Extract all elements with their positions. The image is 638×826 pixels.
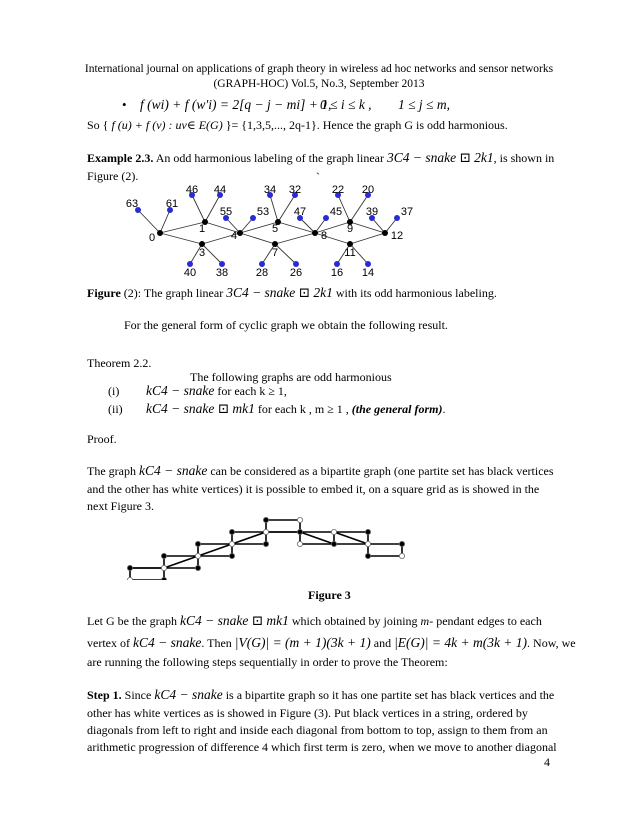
pendant-edge <box>270 195 278 222</box>
snake-vertex <box>382 230 388 236</box>
figure2-caption-graph: 3C4 − snake ⊡ 2k1 <box>226 285 333 300</box>
pendant-label: 14 <box>361 267 375 279</box>
grid-edge <box>198 544 232 556</box>
vertex-label: 9 <box>346 223 354 235</box>
figure2-graph <box>110 182 530 282</box>
para1-line1 <box>87 462 552 480</box>
step1-line3: diagonals from left to right and inside each diagonal from bottom to top, assign to them from an <box>87 723 548 737</box>
so-prefix: So { <box>87 118 109 132</box>
figure2-caption-end: with its odd harmonious labeling. <box>335 286 497 300</box>
white-vertex <box>195 553 200 558</box>
step1-graph: kC4 − snake <box>154 687 223 702</box>
para2-line2-text3: . Now, we <box>527 636 576 650</box>
grid-edge <box>232 532 266 544</box>
pendant-vertex <box>394 215 400 221</box>
para1-text2: can be considered as a bipartite graph (one partite set has black vertices <box>210 464 554 478</box>
grid-edge <box>164 556 198 568</box>
black-vertex <box>229 553 234 558</box>
stray-mark: ` <box>316 170 320 184</box>
cycle-edge <box>240 233 275 244</box>
page-number: 4 <box>544 755 550 769</box>
grid-edge <box>334 532 368 544</box>
black-vertex <box>161 553 166 558</box>
step1-text2: is a bipartite graph so it has one partite set has black vertices and the <box>225 688 555 702</box>
theorem-item1-num: (i) <box>108 384 120 398</box>
figure2-caption-text: (2): The graph linear <box>123 286 224 300</box>
snake-vertex <box>157 230 163 236</box>
pendant-label: 40 <box>183 267 197 279</box>
pendant-label: 45 <box>329 206 343 218</box>
pendant-edge <box>160 210 170 233</box>
step1-line2: other has white vertices as is showed in Figure (3). Put black vertices in a string, ordered by <box>87 706 528 720</box>
para1-line3: next Figure 3. <box>87 499 154 513</box>
example-label: Example 2.3. <box>87 151 154 165</box>
white-vertex <box>365 541 370 546</box>
figure3-caption <box>308 586 351 604</box>
bullet-range-i: 0 ≤ i ≤ k , <box>320 97 372 112</box>
black-vertex <box>263 541 268 546</box>
pendant-label: 22 <box>331 184 345 196</box>
pendant-label: 63 <box>125 198 139 210</box>
example-line1 <box>87 149 555 167</box>
figure3-caption-label: Figure 3 <box>308 588 351 602</box>
black-vertex <box>297 529 302 534</box>
example-text: An odd harmonious labeling of the graph linear <box>155 151 384 165</box>
para1-graph: kC4 − snake <box>138 463 208 478</box>
theorem-title: Theorem 2.2. <box>87 356 152 370</box>
pendant-label: 38 <box>215 267 229 279</box>
step1-text1: Since <box>124 688 152 702</box>
white-vertex <box>127 577 132 580</box>
white-vertex <box>229 541 234 546</box>
theorem-item1-graph: kC4 − snake <box>146 383 215 398</box>
para2-line2-text1: vertex of <box>87 636 130 650</box>
theorem-item2-num: (ii) <box>108 402 123 416</box>
vertex-label: 12 <box>390 230 404 242</box>
pendant-label: 20 <box>361 184 375 196</box>
para2-text1: Let G be the graph <box>87 614 177 628</box>
vertex-label: 11 <box>344 247 356 259</box>
cycle-edge <box>350 233 385 244</box>
example-line2: Figure (2). <box>87 169 139 183</box>
para2-m: m- <box>420 614 434 628</box>
pendant-edge <box>192 195 205 222</box>
para2-line1 <box>87 612 542 630</box>
white-vertex <box>297 517 302 522</box>
figure2-caption-label: Figure <box>87 286 121 300</box>
white-vertex <box>297 541 302 546</box>
theorem-item1 <box>146 382 287 400</box>
vertex-label: 5 <box>271 223 279 235</box>
theorem-item2-graph: kC4 − snake ⊡ mk1 <box>146 401 255 416</box>
journal-header-line2: (GRAPH-HOC) Vol.5, No.3, September 2013 <box>213 78 425 90</box>
black-vertex <box>399 541 404 546</box>
general-form-line: For the general form of cyclic graph we obtain the following result. <box>124 318 448 332</box>
theorem-item1-text: for each k ≥ 1, <box>217 384 287 398</box>
vertex-label: 3 <box>198 247 206 259</box>
grid-edge <box>300 532 334 544</box>
para1-line2: and the other has white vertices) it is possible to embed it, on a square grid as is showed in the <box>87 482 540 496</box>
pendant-label: 26 <box>289 267 303 279</box>
cycle-edge <box>275 233 315 244</box>
white-vertex <box>399 553 404 558</box>
figure3-edges <box>130 520 402 580</box>
black-vertex <box>365 553 370 558</box>
vertex-label: 0 <box>148 232 156 244</box>
pendant-label: 37 <box>400 206 414 218</box>
black-vertex <box>195 565 200 570</box>
edge-count-formula: |E(G)| = 4k + m(3k + 1) <box>394 635 528 650</box>
pendant-vertex <box>250 215 256 221</box>
pendant-edge <box>278 195 295 222</box>
pendant-vertex <box>323 215 329 221</box>
example-text-end: , is shown in <box>493 151 555 165</box>
pendant-label: 32 <box>288 184 302 196</box>
para2-text3: pendant edges to each <box>436 614 542 628</box>
para2-line2 <box>87 634 576 652</box>
para1-text1: The graph <box>87 464 136 478</box>
theorem-intro: The following graphs are odd harmonious <box>190 370 392 384</box>
figure2-caption <box>87 284 497 302</box>
theorem-item2-text: for each k , m ≥ 1 , <box>257 402 349 416</box>
black-vertex <box>365 529 370 534</box>
vertex-label: 8 <box>320 230 328 242</box>
so-result: }= {1,3,5,..., 2q-1}. Hence the graph G is odd harmonious. <box>225 118 508 132</box>
snake-vertex <box>237 230 243 236</box>
pendant-label: 46 <box>185 184 199 196</box>
pendant-edge <box>205 195 220 222</box>
pendant-label: 44 <box>213 184 227 196</box>
para2-line2-graph: kC4 − snake <box>132 635 202 650</box>
cycle-edge <box>160 233 202 244</box>
theorem-item2-bold: (the general form) <box>351 402 443 416</box>
pendant-edge <box>138 210 160 233</box>
step1-line4: arithmetic progression of difference 4 which first term is zero, when we move to another diagonal <box>87 740 557 754</box>
black-vertex <box>195 541 200 546</box>
white-vertex <box>263 529 268 534</box>
para2-line2-text2: . Then <box>201 636 232 650</box>
so-expression: f (u) + f (v) : uv∈ E(G) <box>111 118 223 132</box>
vertex-label: 1 <box>198 223 206 235</box>
example-graph: 3C4 − snake ⊡ 2k1 <box>386 150 494 165</box>
bullet-range-j: 1 ≤ j ≤ m, <box>398 97 450 112</box>
pendant-label: 39 <box>365 206 379 218</box>
vertex-label: 4 <box>230 230 238 242</box>
vertex-count-formula: |V(G)| = (m + 1)(3k + 1) <box>234 635 371 650</box>
bullet-formula: f (wi) + f (w′i) = 2[q − j − mi] + 1, <box>140 97 332 112</box>
white-vertex <box>331 529 336 534</box>
snake-vertex <box>312 230 318 236</box>
para2-line3: are running the following steps sequentially in order to prove the Theorem: <box>87 655 448 669</box>
pendant-label: 16 <box>330 267 344 279</box>
black-vertex <box>229 529 234 534</box>
pendant-label: 55 <box>219 206 233 218</box>
pendant-label: 28 <box>255 267 269 279</box>
pendant-edge <box>275 244 296 264</box>
so-line <box>87 116 508 134</box>
theorem-item2 <box>146 400 445 418</box>
bullet-icon: • <box>122 97 127 112</box>
para2-text2: which obtained by joining <box>291 614 418 628</box>
journal-header-line1: International journal on applications of graph theory in wireless ad hoc networks and sensor networks <box>84 63 554 75</box>
pendant-label: 47 <box>293 206 307 218</box>
pendant-label: 53 <box>256 206 270 218</box>
black-vertex <box>161 577 166 580</box>
white-vertex <box>161 565 166 570</box>
pendant-label: 34 <box>263 184 277 196</box>
step1-line1 <box>87 686 554 704</box>
black-vertex <box>331 541 336 546</box>
para2-graph: kC4 − snake ⊡ mk1 <box>179 613 289 628</box>
figure3-graph <box>120 508 420 580</box>
vertex-label: 7 <box>271 247 279 259</box>
step1-label: Step 1. <box>87 688 122 702</box>
black-vertex <box>263 517 268 522</box>
black-vertex <box>127 565 132 570</box>
theorem-item2-end: . <box>442 402 446 416</box>
pendant-label: 61 <box>165 198 179 210</box>
proof-label: Proof. <box>87 432 117 446</box>
para2-and: and <box>373 636 392 650</box>
